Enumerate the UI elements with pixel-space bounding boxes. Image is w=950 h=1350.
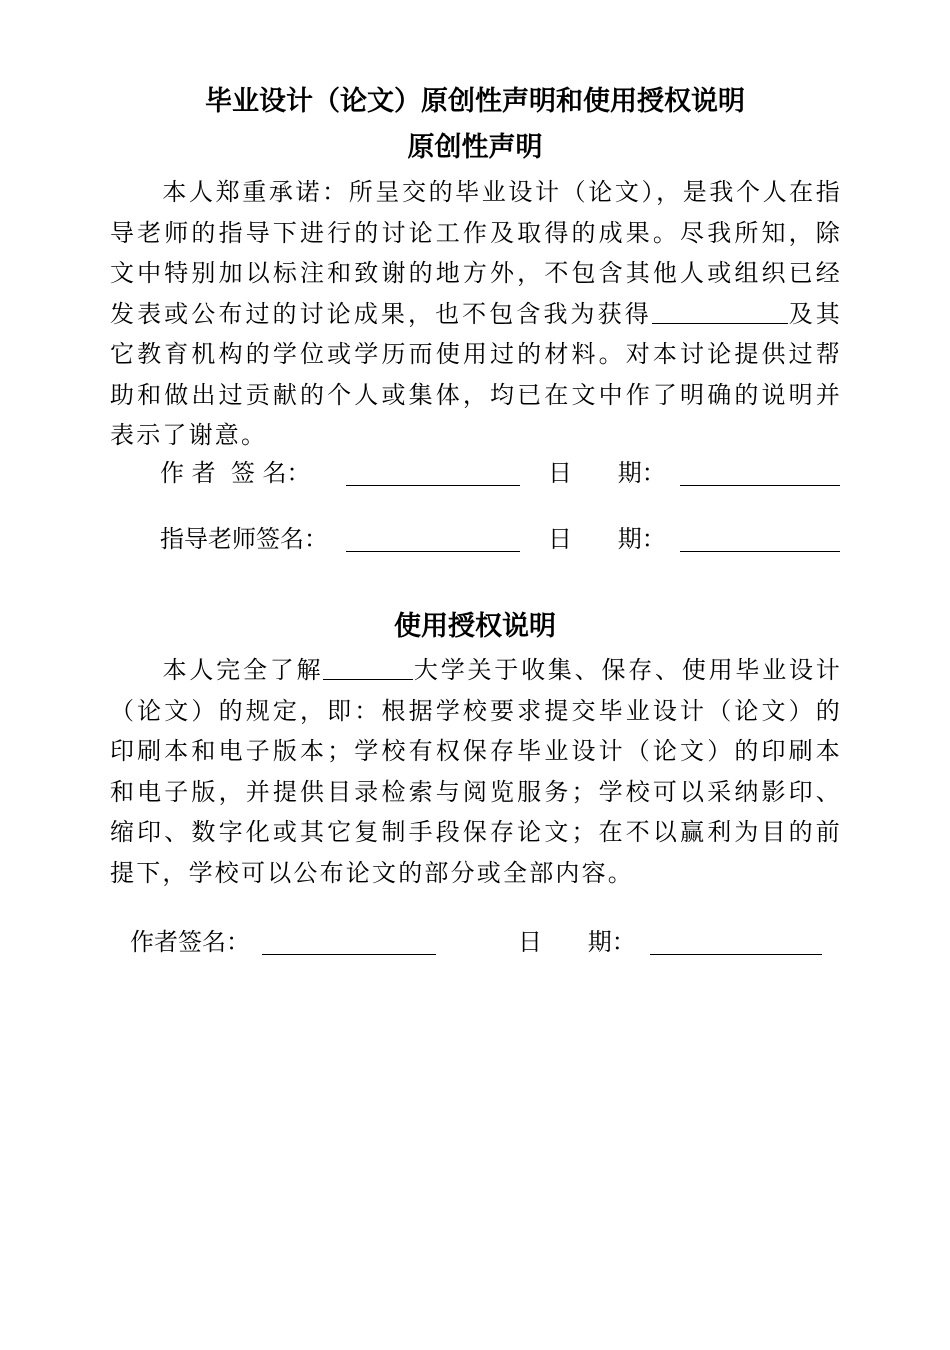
author-sign-label: 作 者 签 名： [160,459,311,487]
author-signature-row [0,455,950,491]
advisor-date-label: 日 期： [548,525,666,553]
author-sign-line [346,485,520,486]
authorization-text-part1: 本人完全了解 [162,656,324,684]
authorization-date-line [650,954,822,955]
authorization-text-part2: 大学关于收集、保存、使用毕业设计（论文）的规定，即：根据学校要求提交毕业设计（论文）的印刷本和电子版本；学校有权保存毕业设计（论文）的印刷本和电子版，并提供目录检索与阅览服务；学校可以采纳影印、缩印、数字化或其它复制手段保存论文；在不以赢利为目的前提下，学校可以公布论文的部分或全部内容。 [110,656,842,887]
author-date-label: 日 期： [548,459,666,487]
author-date-line [680,485,840,486]
authorization-sign-label: 作者签名： [130,928,250,956]
advisor-date-line [680,551,840,552]
advisor-sign-line [346,551,520,552]
originality-text-part1: 本人郑重承诺：所呈交的毕业设计（论文），是我个人在指导老师的指导下进行的讨论工作及取得的成果。尽我所知，除文中特别加以标注和致谢的地方外，不包含其他人或组织已经发表或公布过的讨论成果，也不包含我为获得 [110,178,842,328]
originality-heading: 原创性声明 [407,132,543,163]
authorization-date-label: 日 期： [518,928,636,956]
authorization-statement [110,650,842,893]
university-blank [323,655,413,680]
document-title: 毕业设计（论文）原创性声明和使用授权说明 [205,86,745,117]
originality-statement [110,172,842,456]
authorization-heading: 使用授权说明 [394,611,556,642]
advisor-signature-row [0,521,950,557]
authorization-sign-line [262,954,436,955]
authorization-signature-row [0,924,950,960]
degree-blank [652,299,788,324]
originality-text-part2: 及其它教育机构的学位或学历而使用过的材料。对本讨论提供过帮助和做出过贡献的个人或集体，均已在文中作了明确的说明并表示了谢意。 [110,299,842,449]
advisor-sign-label: 指导老师签名： [160,525,328,553]
